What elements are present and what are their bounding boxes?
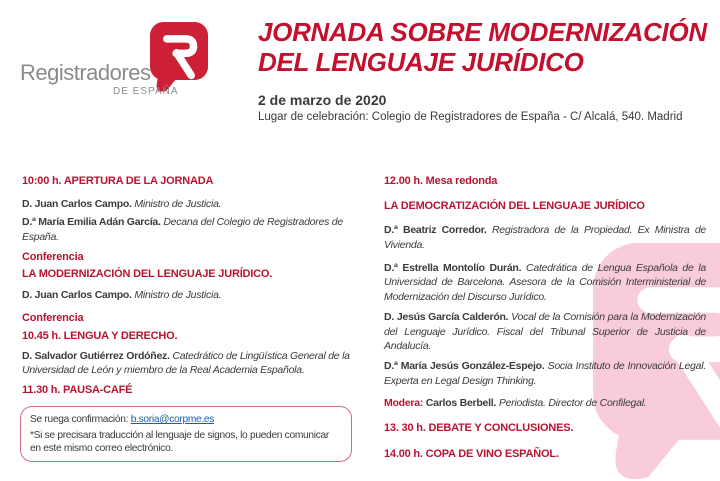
moderator-name: Carlos Berbell. xyxy=(425,397,497,410)
speaker-name: D. Jesús García Calderón. xyxy=(384,310,509,323)
event-date: 2 de marzo de 2020 xyxy=(258,91,387,108)
header xyxy=(258,17,710,123)
speaker-name: D. Juan Carlos Campo. xyxy=(22,288,132,301)
session-heading-conferencia2: Conferencia xyxy=(22,312,84,325)
session-heading-debate: 13. 30 h. DEBATE Y CONCLUSIONES. xyxy=(384,421,574,434)
speaker-name: D.ª María Emilia Adán García. xyxy=(22,215,161,228)
confirmation-note-box xyxy=(20,406,352,462)
page-title-line2: DEL LENGUAJE JURÍDICO xyxy=(258,47,584,78)
speaker-role: Registradora de la Propiedad. Ex Ministra de Vivienda. xyxy=(384,224,706,252)
program-right-column xyxy=(384,168,706,461)
speaker-entry xyxy=(384,359,706,388)
confirmation-email-link[interactable]: b.soria@corpme.es xyxy=(130,414,215,426)
speaker-name: D.ª Beatriz Corredor. xyxy=(384,224,487,237)
session-heading-conferencia1: Conferencia xyxy=(22,251,84,264)
page-title xyxy=(258,17,710,78)
session-heading-mesa-title: LA DEMOCRATIZACIÓN DEL LENGUAJE JURÍDICO xyxy=(384,200,645,213)
program-left-column xyxy=(22,168,352,462)
confirmation-line xyxy=(30,413,342,426)
speaker-entry xyxy=(384,310,706,354)
speaker-entry xyxy=(22,197,352,212)
speaker-entry xyxy=(22,288,352,303)
speaker-entry xyxy=(22,349,352,378)
speaker-role: Ministro de Justicia. xyxy=(134,288,222,301)
session-heading-conf2-title: 10.45 h. LENGUA Y DERECHO. xyxy=(22,329,178,342)
speaker-role: Catedrático de Lingüística General de la Universidad de León y miembro de la Real Academia Española. xyxy=(22,349,350,377)
logo-wordmark: Registradores xyxy=(20,60,151,85)
registradores-logo xyxy=(20,20,230,100)
speaker-entry xyxy=(384,261,706,305)
speaker-role: Decana del Colegio de Registradores de España. xyxy=(22,215,343,243)
session-heading-conf1-title: LA MODERNIZACIÓN DEL LENGUAJE JURÍDICO. xyxy=(22,268,273,281)
speaker-entry xyxy=(22,215,352,244)
speaker-role: Ministro de Justicia. xyxy=(134,198,222,211)
page-title-line1: JORNADA SOBRE MODERNIZACIÓN xyxy=(258,17,707,47)
speaker-name: D. Salvador Gutiérrez Ordóñez. xyxy=(22,349,170,362)
registradores-r-icon xyxy=(150,22,208,94)
moderator-role: Periodista. Director de Confilegal. xyxy=(498,397,647,410)
session-heading-mesa: 12.00 h. Mesa redonda xyxy=(384,175,498,187)
session-heading-copa: 14.00 h. COPA DE VINO ESPAÑOL. xyxy=(384,448,559,461)
speaker-role: Vocal de la Comisión para la Modernización del Lenguaje Jurídico. Fiscal del Tribunal Superior de Justicia de Andalucía. xyxy=(384,310,707,353)
session-heading-apertura: 10:00 h. APERTURA DE LA JORNADA xyxy=(22,175,214,187)
speaker-name: D.ª Estrella Montolío Durán. xyxy=(384,261,522,274)
moderator-label: Modera: xyxy=(384,397,424,410)
speaker-role: Catedrática de Lengua Española de la Universidad de Barcelona. Asesora de la Comisión Interministerial de Modernización del Discurso Jurídico. xyxy=(384,261,707,304)
logo-subtitle: DE ESPAÑA xyxy=(113,86,179,97)
session-heading-pausa: 11.30 h. PAUSA-CAFÉ xyxy=(22,384,133,397)
speaker-role: Socia Instituto de Innovación Legal. Experta en Legal Design Thinking. xyxy=(384,359,706,387)
moderator-entry xyxy=(384,396,706,411)
speaker-name: D.ª María Jesús González-Espejo. xyxy=(384,359,545,372)
event-location: Lugar de celebración: Colegio de Registradores de España - C/ Alcalá, 540. Madrid xyxy=(258,110,683,123)
sign-language-note: *Si se precisara traducción al lenguaje de signos, lo pueden comunicar en este mismo correo electrónico. xyxy=(30,429,329,454)
confirmation-label: Se ruega confirmación: xyxy=(30,414,131,426)
speaker-name: D. Juan Carlos Campo. xyxy=(22,198,132,211)
speaker-entry xyxy=(384,223,706,252)
